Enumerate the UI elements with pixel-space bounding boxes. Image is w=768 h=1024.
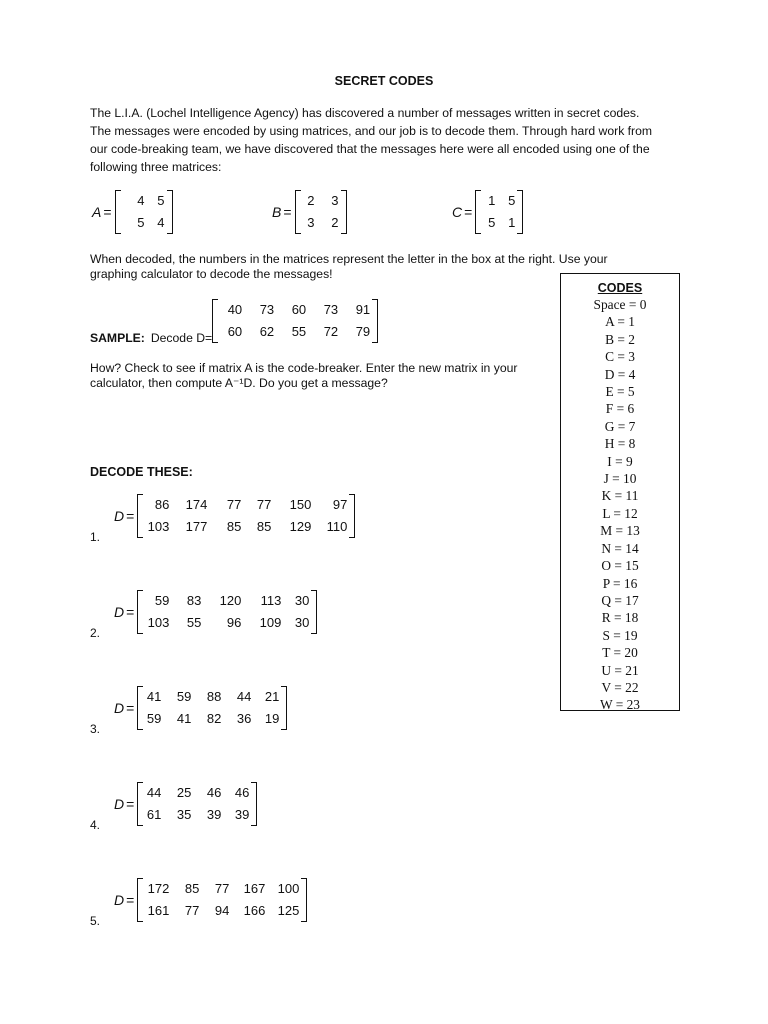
matrix-cell: 1 [488, 193, 496, 208]
problem-number: 3. [90, 722, 101, 736]
matrix-cell: 86 [154, 497, 170, 512]
codes-box [560, 273, 680, 711]
code-entry: Q = 17 [601, 592, 639, 608]
matrix-cell: 35 [176, 807, 192, 822]
matrix-cell: 55 [186, 615, 202, 630]
code-entry: G = 7 [604, 418, 636, 434]
intro-line: The L.I.A. (Lochel Intelligence Agency) has discovered a number of messages written in secret codes. [90, 106, 640, 120]
matrix-cell: 46 [234, 785, 250, 800]
how-line: How? Check to see if matrix A is the code-breaker. Enter the new matrix in your [90, 361, 518, 375]
matrix-name: B [272, 204, 282, 220]
sample-label: SAMPLE: [90, 331, 145, 345]
code-entry: A = 1 [605, 314, 635, 330]
code-entry: L = 12 [602, 505, 638, 521]
matrix-cell: 172 [147, 881, 170, 896]
matrix-cell: 36 [236, 711, 252, 726]
code-entry: K = 11 [601, 488, 639, 504]
code-entry: R = 18 [601, 610, 639, 626]
matrix-brackets [295, 190, 347, 234]
equals-sign: = [126, 796, 135, 812]
matrix-brackets [137, 878, 307, 922]
problem-5-matrix [114, 878, 307, 922]
matrix-brackets [137, 590, 317, 634]
matrix-brackets [115, 190, 173, 234]
code-entry: O = 15 [601, 558, 639, 574]
matrix-cell: 110 [326, 519, 348, 534]
matrix-cell: 41 [176, 711, 192, 726]
matrix-brackets [137, 686, 287, 730]
matrix-cell: 3 [307, 215, 315, 230]
matrix-c [452, 190, 523, 234]
problem-3-matrix [114, 686, 287, 730]
matrix-cell: 5 [508, 193, 516, 208]
matrix-cell: 60 [227, 324, 243, 339]
decode-heading: DECODE THESE: [90, 465, 193, 479]
matrix-cell: 41 [146, 689, 162, 704]
code-entry: W = 23 [599, 697, 641, 711]
matrix-brackets [137, 782, 257, 826]
page-title: SECRET CODES [334, 74, 434, 88]
equals-sign: = [126, 604, 135, 620]
matrix-cell: 5 [157, 193, 165, 208]
problem-number: 4. [90, 818, 101, 832]
matrix-cell: 91 [355, 302, 371, 317]
matrix-cell: 59 [146, 711, 162, 726]
matrix-brackets [137, 494, 355, 538]
matrix-cell: 5 [137, 215, 145, 230]
matrix-cell: 96 [226, 615, 242, 630]
matrix-b [272, 190, 347, 234]
intro-line: following three matrices: [90, 160, 222, 174]
decode-note [90, 252, 608, 282]
matrix-cell: 72 [323, 324, 339, 339]
matrix-cell: 150 [289, 497, 312, 512]
matrix-name: D [114, 892, 125, 908]
matrix-cell: 21 [264, 689, 280, 704]
matrix-a [92, 190, 173, 234]
code-entry: U = 21 [601, 662, 639, 678]
matrix-cell: 77 [226, 497, 242, 512]
matrix-cell: 125 [277, 903, 300, 918]
matrix-cell: 30 [294, 615, 310, 630]
matrix-cell: 1 [508, 215, 516, 230]
matrix-cell: 2 [331, 215, 339, 230]
sample-row [90, 297, 378, 345]
decode-note-line: graphing calculator to decode the messages! [90, 267, 333, 281]
matrix-cell: 83 [186, 593, 202, 608]
matrix-cell: 2 [307, 193, 315, 208]
problem-1-matrix [114, 494, 355, 538]
matrix-cell: 174 [185, 497, 208, 512]
code-entry: P = 16 [602, 575, 638, 591]
code-entry: J = 10 [603, 471, 637, 487]
code-entry: D = 4 [604, 366, 636, 382]
problem-number: 1. [90, 530, 101, 544]
matrix-cell: 161 [147, 903, 170, 918]
matrix-name: A [92, 204, 102, 220]
matrix-cell: 61 [146, 807, 162, 822]
codes-heading: CODES [597, 281, 643, 295]
code-entry: C = 3 [605, 349, 635, 365]
matrix-cell: 60 [291, 302, 307, 317]
matrix-cell: 103 [147, 519, 170, 534]
matrix-cell: 39 [234, 807, 250, 822]
matrix-cell: 59 [176, 689, 192, 704]
matrix-cell: 177 [185, 519, 208, 534]
matrix-cell: 73 [259, 302, 275, 317]
matrix-cell: 120 [219, 593, 242, 608]
matrix-cell: 19 [264, 711, 280, 726]
matrix-cell: 109 [259, 615, 282, 630]
matrix-cell: 73 [323, 302, 339, 317]
intro-line: our code-breaking team, we have discovered that the messages here were all encoded using one of the [90, 142, 650, 156]
matrix-cell: 77 [256, 497, 272, 512]
matrix-cell: 5 [488, 215, 496, 230]
problem-4-matrix [114, 782, 257, 826]
matrix-cell: 129 [289, 519, 312, 534]
matrix-cell: 77 [184, 903, 200, 918]
matrix-cell: 4 [157, 215, 165, 230]
matrix-cell: 62 [259, 324, 275, 339]
matrix-cell: 79 [355, 324, 371, 339]
equals-sign: = [283, 204, 292, 220]
matrix-name: D [114, 700, 125, 716]
matrix-cell: 3 [331, 193, 339, 208]
how-line: calculator, then compute A⁻¹D. Do you get a message? [90, 376, 388, 390]
code-entry: S = 19 [602, 627, 638, 643]
matrix-cell: 88 [206, 689, 222, 704]
matrix-cell: 97 [332, 497, 348, 512]
matrix-name: D [114, 508, 125, 524]
equals-sign: = [464, 204, 473, 220]
matrix-cell: 113 [260, 593, 282, 608]
matrix-cell: 44 [236, 689, 252, 704]
matrix-cell: 40 [227, 302, 243, 317]
matrix-cell: 100 [277, 881, 300, 896]
code-entry: N = 14 [601, 540, 639, 556]
code-entry: F = 6 [605, 401, 635, 417]
matrix-brackets [475, 190, 523, 234]
equals-sign: = [126, 700, 135, 716]
matrix-cell: 44 [146, 785, 162, 800]
matrix-cell: 25 [176, 785, 192, 800]
code-entry: E = 5 [605, 384, 635, 400]
code-entry: V = 22 [601, 679, 639, 695]
equals-sign: = [103, 204, 112, 220]
matrix-name: C [452, 204, 463, 220]
code-entry: M = 13 [600, 523, 640, 539]
code-entry: H = 8 [604, 436, 636, 452]
matrix-cell: 77 [214, 881, 230, 896]
code-entry: Space = 0 [593, 297, 647, 312]
matrix-cell: 166 [243, 903, 266, 918]
matrix-cell: 94 [214, 903, 230, 918]
code-entry: T = 20 [602, 645, 638, 661]
decode-note-line: When decoded, the numbers in the matrices represent the letter in the box at the right. Use your [90, 252, 608, 266]
intro-line: The messages were encoded by using matrices, and our job is to decode them. Through hard work from [90, 124, 653, 138]
matrix-name: D [114, 796, 125, 812]
matrix-cell: 82 [206, 711, 222, 726]
matrix-cell: 167 [243, 881, 266, 896]
matrix-cell: 103 [147, 615, 170, 630]
how-paragraph [90, 361, 517, 391]
matrix-cell: 85 [226, 519, 242, 534]
equals-sign: = [126, 892, 135, 908]
matrix-cell: 55 [291, 324, 307, 339]
matrix-cell: 85 [256, 519, 272, 534]
code-entry: B = 2 [605, 331, 635, 347]
problem-2-matrix [114, 590, 317, 634]
matrix-cell: 59 [154, 593, 170, 608]
matrix-cell: 46 [206, 785, 222, 800]
problem-number: 5. [90, 914, 101, 928]
problem-number: 2. [90, 626, 101, 640]
matrix-cell: 39 [206, 807, 222, 822]
matrix-name: D [114, 604, 125, 620]
matrix-cell: 30 [294, 593, 310, 608]
sample-text: Decode D= [150, 331, 213, 345]
matrix-cell: 4 [137, 193, 145, 208]
matrix-cell: 85 [184, 881, 200, 896]
code-entry: I = 9 [607, 453, 633, 469]
intro-paragraph [90, 104, 680, 176]
equals-sign: = [126, 508, 135, 524]
sample-matrix [212, 299, 378, 343]
